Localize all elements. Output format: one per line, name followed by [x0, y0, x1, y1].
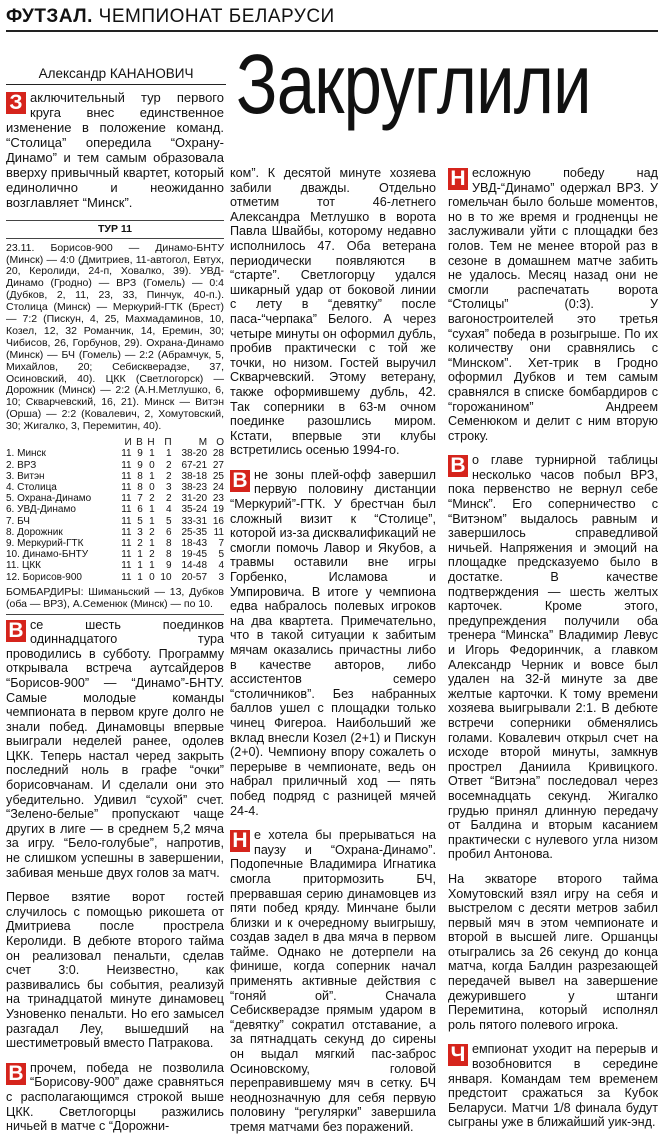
- standings-cell: 5: [218, 549, 224, 561]
- author-byline: Александр КАНАНОВИЧ: [38, 66, 194, 81]
- standings-cell: 6: [137, 504, 143, 516]
- standings-row: [6, 560, 224, 571]
- standings-cell: 19-45: [181, 549, 208, 561]
- standings-cell: 31-20: [181, 493, 208, 505]
- lead-paragraph: З аключительный тур первого круга внес единственное изменение в положение команд. “Столица” опередила “Охрану-Динамо” и тем самым образовала вверху привычный квартет, который единолично и неожиданно возглавляет “Минск”.: [6, 90, 224, 210]
- standings-cell: 1: [137, 571, 143, 583]
- standings-cell: 2: [149, 493, 155, 505]
- standings-team: 6. УВД-Динамо: [6, 504, 76, 516]
- scorers: БОМБАРДИРЫ: Шиманьский — 13, Дубков (оба — ВРЗ), А.Семенюк (Минск) — по 10.: [6, 585, 224, 610]
- article-paragraph: На экваторе второго тайма Хомутовский взял игру на себя и выстрелом с десяти метров забил первый мяч в этом чемпионате и второй в высшей лиге. Оршанцы отыгрались за 26 секунд до конца матча, когда Балдин разрезающей передачей вывел на завершение дежурившего у штанги Перемитина, который исполнял роль пятого полевого игрока.: [448, 871, 658, 1032]
- header-rule: [6, 30, 658, 32]
- standings-cell: 1: [137, 549, 143, 561]
- standings-row: [6, 572, 224, 583]
- standings-team: 11. ЦКК: [6, 560, 41, 572]
- dropcap: В: [448, 455, 468, 477]
- standings-cell: 2: [165, 459, 172, 471]
- standings-cell: 18-43: [181, 537, 208, 549]
- standings-row: [6, 516, 224, 527]
- standings-cell: 11: [121, 470, 132, 482]
- standings-team: 12. Борисов-900: [6, 571, 82, 583]
- standings-row: [6, 460, 224, 471]
- standings-team: 9. Меркурий-ГТК: [6, 537, 84, 549]
- standings-cell: 11: [121, 560, 132, 572]
- standings-cell: 19: [212, 504, 224, 516]
- column-1: [6, 90, 224, 1144]
- standings-cell: 1: [149, 448, 155, 460]
- standings-cell: 28: [212, 448, 224, 460]
- standings-cell: 11: [121, 504, 132, 516]
- standings-cell: 6: [165, 526, 172, 538]
- article-paragraph: В прочем, победа не позволила “Борисову-900” даже сравняться с располагающимся строкой выше ЦКК. Светлогорцы разжились ничьей в матче с “Дорожни-: [6, 1060, 224, 1134]
- standings-team: 3. Витэн: [6, 470, 45, 482]
- standings-cell: 11: [121, 549, 132, 561]
- dropcap: Н: [230, 830, 250, 852]
- standings-table: [6, 437, 224, 583]
- standings-cell: 9: [165, 560, 172, 572]
- standings-cell: 7: [137, 493, 143, 505]
- standings-header-cell: И: [124, 437, 132, 449]
- standings-cell: 11: [121, 515, 132, 527]
- column-2: [230, 166, 436, 1145]
- standings-cell: 27: [212, 459, 224, 471]
- standings-cell: 11: [121, 459, 132, 471]
- dropcap: Ч: [448, 1044, 468, 1066]
- standings-cell: 35-24: [181, 504, 208, 516]
- standings-cell: 38-23: [181, 481, 208, 493]
- dropcap: З: [6, 92, 26, 114]
- standings-cell: 20-57: [181, 571, 208, 583]
- standings-cell: 2: [149, 549, 155, 561]
- standings-cell: 0: [149, 459, 155, 471]
- dropcap: В: [230, 470, 250, 492]
- standings-cell: 0: [149, 481, 155, 493]
- standings-cell: 1: [137, 560, 143, 572]
- column-1-body: [6, 618, 224, 1134]
- standings-team: 5. Охрана-Динамо: [6, 493, 92, 505]
- standings-header-cell: В: [136, 437, 143, 449]
- dropcap: Н: [448, 168, 468, 190]
- standings-team: 7. БЧ: [6, 515, 30, 527]
- article-paragraph: В се шесть поединков одиннадцатого тура проводились в субботу. Программу открывала встреча аутсайдеров “Борисов-900” — “Динамо”-БНТУ. Самые молодые команды чемпионата в первом круге долго не знали побед. Динамовцы впервые выиграли неделей ранее, одолев ЦКК. Теперь настал черед закрыть последний ноль в графе “очки” борисовчанам. И сделали они это убедительно. Удивил “сухой” счет. “Зелено-белые” пропускают чаще других в лиге — в среднем 5,2 мяча за игру. “Бело-голубые”, напротив, не слишком успешны в завершении, забивая меньше двух голов за матч.: [6, 617, 224, 880]
- dropcap: В: [6, 620, 26, 642]
- standings-cell: 1: [149, 470, 155, 482]
- standings-cell: 11: [213, 526, 224, 538]
- standings-row: [6, 493, 224, 504]
- standings-cell: 38-20: [181, 448, 208, 460]
- standings-cell: 10: [160, 571, 172, 583]
- standings-row: [6, 538, 224, 549]
- standings-cell: 8: [137, 481, 143, 493]
- standings-cell: 16: [212, 515, 224, 527]
- column-3: [448, 166, 658, 1140]
- standings-cell: 33-31: [181, 515, 208, 527]
- standings-team: 4. Столица: [6, 481, 57, 493]
- standings-cell: 3: [165, 481, 172, 493]
- article-paragraph: Н е хотела бы прерываться на паузу и “Охрана-Динамо”. Подопечные Владимира Игнатика смогла притормозить БЧ, прервавшая серию динамовцев из пяти побед кряду. Минчане были близки и к очередному выигрышу, создав задел в два мяча в первом тайме. Однако не дотерпели на финише, когда соперник начал применять активные действия с “гоняй ой”. Сначала Себискверадзе прямым ударом в “девятку” сократил отставание, а за пятнадцать секунд до сирены он выдал мягкий пас-заброс Осиновскому, головой переправившему мяч в сетку. БЧ неоднозначную для себя первую половину “регулярки” завершила тремя матчами без поражений.: [230, 828, 436, 1134]
- standings-cell: 5: [165, 515, 172, 527]
- standings-cell: 23: [212, 493, 224, 505]
- standings-cell: 2: [165, 470, 172, 482]
- standings-cell: 14-48: [181, 560, 208, 572]
- standings-cell: 8: [165, 549, 172, 561]
- standings-cell: 24: [212, 481, 224, 493]
- standings-header-cell: П: [164, 437, 172, 449]
- standings-cell: 1: [149, 560, 155, 572]
- standings-cell: 2: [149, 526, 155, 538]
- standings-cell: 2: [137, 537, 143, 549]
- standings-cell: 25-35: [181, 526, 208, 538]
- results-text: 23.11. Борисов-900 — Динамо-БНТУ (Минск) — 4:0 (Дмитриев, 11-автогол, Евтух, 20, Керолиди, 24-п, Ховалко, 39). УВД-Динамо (Гродно) — ВРЗ (Гомель) — 0:4 (Дубков, 2, 11, 23, 33, Пинчук, 40-п.). Столица (Минск) — Меркурий-ГТК (Брест) — 7:2 (Пискун, 4, 25, Махмадаминов, 10, Козел, 12, 32 Романчик, 14, Еремин, 30; Чибисов, 26, Горбунов, 29). Охрана-Динамо (Минск) — БЧ (Гомель) — 2:2 (Абрамчук, 5, Михайлов, 20; Себискверадзе, 37, Осиновский, 40). ЦКК (Светлогорск) — Дорожник (Минск) — 2:2 (А.Н.Метлушко, 6, 10; Скварчевский, 16, 21). Минск — Витэн (Орша) — 2:2 (Ковалевич, 2, Хомутовский, 30; Жигалко, 3, Перемитин, 40).: [6, 241, 224, 433]
- section-label: ФУТЗАЛ.: [6, 6, 93, 27]
- article-paragraph: Ч емпионат уходит на перерыв и возобновится в середине января. Командам тем временем предстоит сражаться за Кубок Беларуси. Матчи 1/8 финала будут сыграны уже в ближайший уик-энд.: [448, 1042, 658, 1130]
- standings-cell: 11: [121, 571, 132, 583]
- standings-cell: 9: [137, 448, 143, 460]
- standings-cell: 1: [149, 504, 155, 516]
- article-paragraph: В о главе турнирной таблицы несколько часов побыл ВРЗ, пока первенство не вернул себе “Минск”. Его соперничество с “Витэном” выдалось равным и завершилось справедливой ничьей. Напряжения и эмоций на площадке предсказуемо было в достатке. В качестве подтверждения — шесть желтых карточек. Кроме этого, предупреждения получили оба тренера “Минска” Владимир Левус и Игорь Федоринчик, а главком Александр Черник и вовсе был удален на 32-й минуте за две желтые карточки. К тому времени хозяева выигрывали 2:1. В дебюте встречи соперники обменялись голами. Ковалевич открыл счет на исходе второй минуты, замкнув прострел Даниила Кривицкого. Ответ “Витэна” последовал через восемнадцать секунд. Жигалко грудью принял длинную передачу от Балдина и вторым касанием практически с нулевого угла низом пробил Антонова.: [448, 453, 658, 862]
- standings-cell: 3: [218, 571, 224, 583]
- standings-header-cell: О: [216, 437, 224, 449]
- standings-cell: 9: [137, 459, 143, 471]
- standings-team: 8. Дорожник: [6, 526, 63, 538]
- standings-cell: 11: [121, 526, 132, 538]
- standings-cell: 1: [165, 448, 172, 460]
- standings-cell: 4: [165, 504, 172, 516]
- article-paragraph: Первое взятие ворот гостей случилось с помощью рикошета от Дмитриева после прострела Керолиди. В дебюте второго тайма он реализовал пенальти, сделав счет 3:0. Неизвестно, как развивались бы события, реализуй на тринадцатой минуте динамовец Узновенко пенальти. Но его замысел разгадал Леу, вышедший на шестиметровый вместо Патракова.: [6, 890, 224, 1051]
- standings-cell: 11: [121, 448, 132, 460]
- standings-cell: 7: [218, 537, 224, 549]
- standings-cell: 8: [165, 537, 172, 549]
- section-subtitle: ЧЕМПИОНАТ БЕЛАРУСИ: [98, 6, 335, 27]
- standings-row: [6, 448, 224, 459]
- article-title: Закруглили: [236, 37, 591, 131]
- article-paragraph: ком”. К десятой минуте хозяева забили дважды. Отдельно отметим тот 46-летнего Александра Метлушко в ворота Павла Швайбы, которому недавно исполнилось 47. Оба ветерана периодически появляются в “старте”. Светлогорцу удался шикарный удар от боковой линии с лету в “девятку” после паса-“черпака” Белого. А через четыре минуты он оформил дубль, пробив практически с той же точки, но низом. Гостей выручил Скварчевский. Этому ветерану, также оформившему дубль, 42. Так соперники в 63-м очном поединке разошлись миром. Кстати, впервые эти клубы встретились осенью 1994-го.: [230, 166, 436, 458]
- author-rule: [6, 84, 226, 85]
- standings-cell: 11: [121, 537, 132, 549]
- divider: [6, 614, 224, 615]
- standings-cell: 38-18: [181, 470, 208, 482]
- section-header: [6, 6, 658, 28]
- dropcap: В: [6, 1063, 26, 1085]
- standings-team: 2. ВРЗ: [6, 459, 37, 471]
- standings-cell: 4: [218, 560, 224, 572]
- standings-cell: 3: [137, 526, 143, 538]
- standings-team: 1. Минск: [6, 448, 46, 460]
- standings-row: [6, 549, 224, 560]
- standings-row: [6, 482, 224, 493]
- round-label: ТУР 11: [6, 220, 224, 239]
- standings-cell: 5: [137, 515, 143, 527]
- standings-cell: 8: [137, 470, 143, 482]
- article-paragraph: В не зоны плей-офф завершил первую половину дистанции “Меркурий”-ГТК. У брестчан был сложный визит к “Столице”, которой из-за дисквалификаций не смогли помочь Лавор и Якубов, а травмы оставили вне игры Горбенко, Исламова и Умпировича. В итоге у чемпиона едва набралось полевых игроков на два квартета. Примечательно, что в такой ситуации к забитым мячам оказались причастны либо в качестве авторов, либо ассистентов семеро “столичников”. Без набранных баллов ушел с площадки только чинец Фигероа. Наибольший же вклад внесли Козел (2+1) и Пискун (2+0). Чемпиону впору сожалеть о перерыве в чемпионате, ведь он набрал приличный ход — пять побед подряд с разницей мячей 24-4.: [230, 467, 436, 818]
- standings-cell: 11: [121, 493, 132, 505]
- standings-team: 10. Динамо-БНТУ: [6, 549, 89, 561]
- standings-cell: 1: [149, 515, 155, 527]
- standings-cell: 67-21: [181, 459, 208, 471]
- standings-cell: 0: [149, 571, 155, 583]
- standings-row: [6, 471, 224, 482]
- standings-row: [6, 504, 224, 515]
- article-paragraph: Н есложную победу над УВД-“Динамо” одержал ВРЗ. У гомельчан было больше моментов, но в то же время и гродненцы не заслуживали уйти с площадки без голов. Тем не менее второй раз в сезоне в домашнем матче забить не удалось. Месяц назад они не смогли распечатать ворота “Столицы” (0:3). У вагоностроителей это третья “сухая” победа в розыгрыше. По их количеству они сравнялись с “Минском”. Хет-трик в Гродно оформил Дубков и тем самым сравнялся в списке бомбардиров с “горожанином” Андреем Семенюком и делит с ним вторую строку.: [448, 166, 658, 443]
- standings-header-cell: М: [198, 437, 208, 449]
- standings-header-cell: Н: [147, 437, 155, 449]
- standings-cell: 25: [212, 470, 224, 482]
- standings-cell: 11: [121, 481, 132, 493]
- standings-cell: 1: [149, 537, 155, 549]
- standings-row: [6, 527, 224, 538]
- standings-cell: 2: [165, 493, 172, 505]
- standings-header-cell: [6, 437, 116, 448]
